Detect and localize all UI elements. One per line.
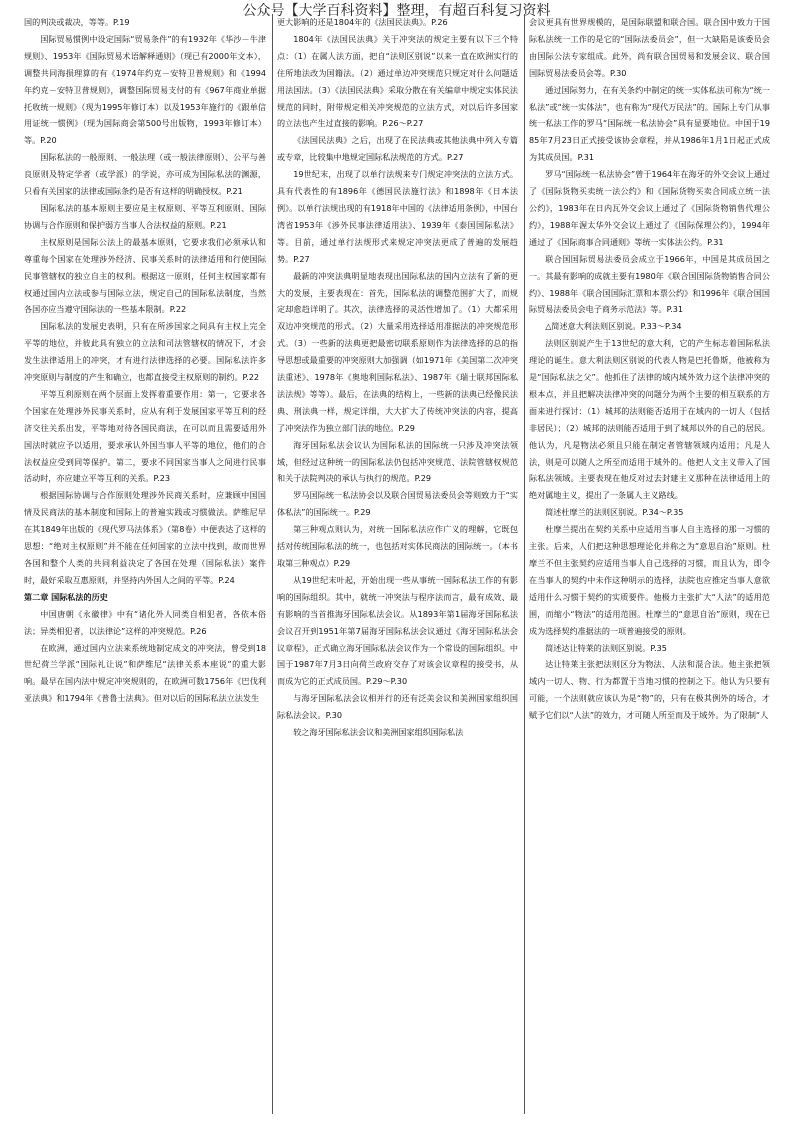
paragraph: 海牙国际私法会议认为国际私法的国际统一只涉及冲突法领域，但经过这种统一的国际私法仍包括冲突规范、法院管辖权规范和关于法院判决的承认与执行的规范。P.29 bbox=[277, 439, 518, 484]
paragraph: 根据国际协调与合作原则处理涉外民商关系时，应兼顾中国国情及民商法的基本制度和国际上的普遍实践或习惯做法。萨维尼早在其1849年出版的《现代罗马法体系》（第8卷）中便表达了这样的思想：“绝对主权原则”并不能在任何国家的立法中找到，故而世界各国和整个人类的共同利益决定了各国在处理（国际私法）案件时，最好采取互惠原则，并坚持内外国人之间的平等。P.24 bbox=[24, 490, 266, 585]
paragraph: 罗马“国际统一私法协会”曾于1964年在海牙的外交会议上通过了《国际货物买卖统一法公约》和《国际货物买卖合同成立统一法公约》，1983年在日内瓦外交会议上通过了《国际货物销售代理公约》，1988年渥太华外交会议上通过了《国际保理公约》，1994年通过了《国际商事合同通则》等统一实体法公约。P.31 bbox=[529, 169, 770, 247]
paragraph: 联合国国际贸易法委员会成立于1966年，中国是其成员国之一。其最有影响的成就主要有1980年《联合国国际货物销售合同公约》、1988年《联合国国际汇票和本票公约》和1996年《联合国国际贸易法委员会电子商务示范法》等。P.31 bbox=[529, 253, 770, 315]
paragraph: 国际私法的发展史表明，只有在所涉国家之间具有主权上完全平等的地位，并彼此具有独立的立法和司法管辖权的情况下，才会发生法律适用上的冲突，才有进行法律选择的必要。国际私法许多冲突原则与制度的产生和确立，也都直接受主权原则的制约。P.22 bbox=[24, 321, 266, 383]
paragraph: △简述意大利法则区别说。P.33～P.34 bbox=[545, 321, 682, 332]
paragraph: 达让特莱主张把法则区分为物法、人法和混合法。他主张把领域内一切人、物、行为都置于当地习惯的控制之下。他认为只要有可能，一个法则就应该认为是“物”的，只有在极其例外的场合，才赋予它们以“人法”的效力，才可随人所至而及于域外。为了限制“人 bbox=[529, 659, 770, 721]
document-body bbox=[20, 14, 776, 1114]
paragraph: 从19世纪末叶起，开始出现一些从事统一国际私法工作的有影响的国际组织。其中，就统一冲突法与程序法而言，最有成效、最有影响的当首推海牙国际私法会议。从1893年第1届海牙国际私法会议召开到1951年第7届海牙国际私法会议通过《海牙国际私法会议章程》，正式确立海牙国际私法会议作为一个常设的国际组织。中国于1987年7月3日向荷兰政府交存了对该会议章程的接受书，从而成为它的正式成员国。P.29～P.30 bbox=[277, 574, 518, 687]
column-middle bbox=[272, 14, 524, 1114]
paragraph: 罗马国际统一私法协会以及联合国贸易法委员会等则致力于“实体私法”的国际统一。P.29 bbox=[277, 490, 518, 518]
paragraph: 主权原则是国际公法上的最基本原则，它要求我们必须承认和尊重每个国家在处理涉外经济、民事关系时的法律适用和行使国际民事管辖权的独立自主的权利。根据这一原则，任何主权国家都有权通过国内立法或参与国际立法，规定自己的国际私法制度，当然各国亦应当遵守国际法的一些基本限制。P.22 bbox=[24, 236, 266, 315]
paragraph: 中国唐朝《永徽律》中有“诸化外人同类自相犯者，各依本俗法；异类相犯者，以法律论”这样的冲突规范。P.26 bbox=[24, 608, 266, 636]
paragraph: 国的判决或裁决，等等。P.19 bbox=[24, 17, 130, 27]
paragraph: 《法国民法典》之后，出现了在民法典或其他法典中列入专篇或专章，比较集中地规定国际私法规范的方式。P.27 bbox=[277, 135, 518, 163]
paragraph: 简述杜摩兰的法则区别说。P.34～P.35 bbox=[545, 507, 684, 518]
paragraph: 1804年《法国民法典》关于冲突法的规定主要有以下三个特点：（1）在属人法方面，把自“法则区别说”以来一直在欧洲实行的住所地法改为国籍法。（2）通过单边冲突规范只规定对什么问题适用法国法。（3）《法国民法典》采取分散在有关编章中规定实体民法规范的同时，附带规定相关冲突规范的立法方式，对以后许多国家的立法也产生过直接的影响。P.26～P.27 bbox=[277, 33, 518, 129]
paragraph: 在欧洲，通过国内立法来系统地制定成文的冲突法，曾受到18世纪荷兰学派“国际礼让说”和萨维尼“法律关系本座说”的重大影响。最早在国内法中规定冲突规则的，在欧洲可数1756年《巴伐利亚法典》和1794年《普鲁士法典》。但对以后的国际私法立法发生 bbox=[24, 642, 266, 704]
paragraph: 国际贸易惯例中设定国际“贸易条件”的有1932年《华沙－牛津规则》、1953年《国际贸易术语解释通则》（现已有2000年文本），调整共同海损理算的有《1974年约克－安特卫普规则》和《1994年约克－安特卫普规则》，调整国际贸易支付的有《967年商业单据托收统一规则》（现为1995年修订本）以及1953年施行的《跟单信用证统一惯例》（现为国际商会第500号出版物，1993年修订本）等。P.20 bbox=[24, 33, 266, 146]
paragraph: 较之海牙国际私法会议和美洲国家组织国际私法 bbox=[293, 727, 464, 738]
watermark-text: 公众号【大学百科资料】整理，有超百科复习资料 bbox=[242, 3, 551, 19]
column-right bbox=[524, 14, 776, 1114]
paragraph: 与海牙国际私法会议相并行的还有泛美会议和美洲国家组织国际私法会议。P.30 bbox=[277, 693, 518, 721]
paragraph: 国际私法的基本原则主要应是主权原则、平等互利原则、国际协调与合作原则和保护弱方当事人合法权益的原则。P.21 bbox=[24, 202, 266, 230]
paragraph: 平等互利原则在两个层面上发挥着重要作用：第一，它要求各个国家在处理涉外民事关系时，应从有利于发展国家平等互利的经济交往关系出发，平等地对待各国民商法，在可以而且需要适用外国法时就应予以适用，要求承认外国当事人平等的地位，他们的合法权益应受到同等保护。第二，要求不同国家当事人之间进行民事活动时，亦应建立平等互利的关系。P.23 bbox=[24, 388, 266, 484]
section-heading: 第二章 国际私法的历史 bbox=[24, 591, 108, 602]
paragraph: 国际私法的一般原则、一般法理（或一般法律原则）、公平与善良原则及特定学者（或学派）的学说，亦可成为国际私法的渊源，只看有关国家的法律或国际条约是否有这样的明确授权。P.21 bbox=[24, 152, 266, 197]
paragraph: 最新的冲突法典明显地表现出国际私法的国内立法有了新的更大的发展，主要表现在：首先，国际私法的调整范围扩大了，而规定却愈趋详明了。其次，法律选择的灵活性增加了。（1）大都采用双边冲突规范的形式。（2）大量采用选择适用准据法的冲突规范形式。（3）一些新的法典更把最密切联系原则作为法律选择的总的指导思想或最重要的冲突原则大加强调（如1971年《美国第二次冲突法重述》、1978年《奥地利国际私法》、1987年《瑞士联邦国际私法法规》等等）。最后，在法典的结构上，一些新的法典已经像民法典、刑法典一样，规定详细，大大扩大了传统冲突法的内容，提高了冲突法作为独立部门法的地位。P.29 bbox=[277, 270, 518, 433]
paragraph: 通过国际努力，在有关条约中制定的统一实体私法可称为“统一私法”或“统一实体法”，也有称为“现代万民法”的。国际上专门从事统一私法工作的罗马“国际统一私法协会”具有显要地位。中国于1985年7月23日正式接受该协会章程，并从1986年1月1日起正式成为其成员国。P.31 bbox=[529, 84, 770, 163]
column-left bbox=[20, 14, 272, 1114]
paragraph: 杜摩兰提出在契约关系中应适用当事人自主选择的那一习惯的主张。后来，人们把这种思想理论化并称之为“意思自治”原则。杜摩兰不但主张契约应适用当事人自己选择的习惯，而且认为，即令在当事人的契约中未作这种明示的选择，法院也应推定当事人意欲适用什么习惯于契约的实质要件。他极力主张扩大“人法”的适用范围，而缩小“物法”的适用范围。杜摩兰的“意思自治”原则，现在已成为选择契约准据法的一项普遍接受的原则。 bbox=[529, 524, 770, 636]
paragraph: 19世纪末，出现了以单行法规来专门规定冲突法的立法方式。具有代表性的有1896年《德国民法施行法》和1898年《日本法例》。以单行法规出现的有1918年中国的《法律适用条例》，中国台湾省1953年《涉外民事法律适用法》、1939年《泰国国际私法》等。目前，通过单行法规形式来规定冲突法更成了普遍的发展趋势。P.27 bbox=[277, 169, 518, 264]
paragraph: 更大影响的还是1804年的《法国民法典》。P.26 bbox=[277, 17, 448, 27]
paragraph: 简述达让特莱的法则区别说。P.35 bbox=[545, 642, 667, 653]
paragraph: 会议更具有世界规模的，是国际联盟和联合国。联合国中致力于国际私法统一工作的是它的“国际法委员会”，但一大缺陷是该委员会由国际公法专家组成。此外，尚有联合国贸易和发展会议、联合国国际贸易法委员会等。P.30 bbox=[529, 17, 770, 78]
paragraph: 第三种观点则认为，对统一国际私法应作广义的理解，它既包括对传统国际私法的统一，也包括对实体民商法的国际统一。（本书取第三种观点）P.29 bbox=[277, 524, 518, 568]
paragraph: 法则区别说产生于13世纪的意大利，它的产生标志着国际私法理论的诞生。意大利法则区别说的代表人物是巴托鲁斯，他被称为是“国际私法之父”。他抓住了法律的域内域外效力这个法律冲突的根本点，并且把解决法律冲突的问题分为两个主要的相互联系的方面来进行探讨：（1）城邦的法则能否适用于在域内的一切人（包括非居民）；（2）城邦的法则能否适用于到了城邦以外的自己的居民。他认为，凡是物法必须且只能在制定者管辖领域内适用；凡是人法，则是可以随人之所至而适用于域外的。他把人文主义带入了国际私法领域。主要表现在他反对过去封建主义那种在法律适用上的绝对属地主义，提出了一条属人主义路线。 bbox=[529, 338, 770, 501]
